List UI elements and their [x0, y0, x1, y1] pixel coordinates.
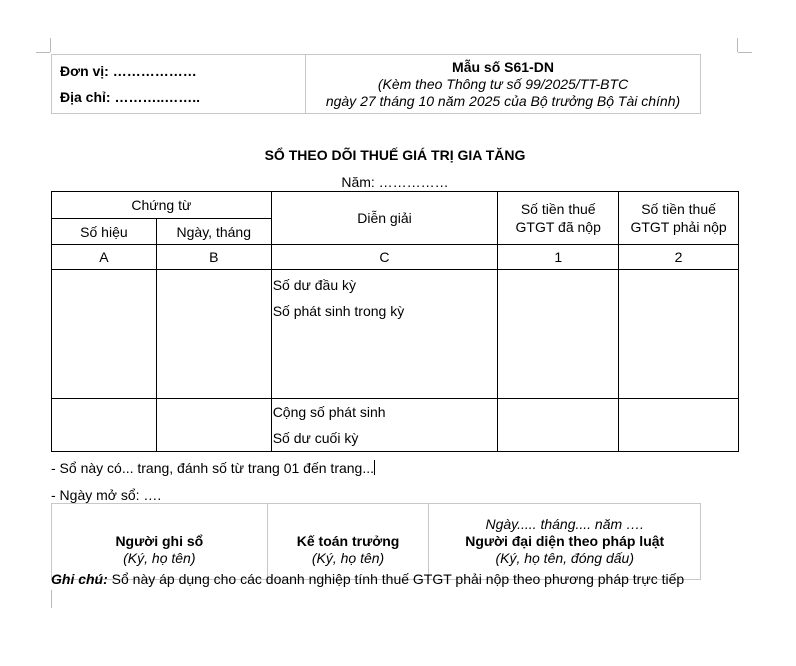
closing-balance-label: Số dư cuối kỳ	[272, 430, 359, 446]
voucher-number-header: Số hiệu	[52, 219, 157, 245]
vat-payable-header	[619, 192, 739, 245]
vat-payable-header-line-2: GTGT phải nộp	[630, 219, 727, 235]
vat-ledger-table	[51, 191, 739, 452]
column-code-1: 1	[498, 245, 619, 270]
signature-table	[51, 503, 701, 580]
column-code-a: A	[52, 245, 157, 270]
body-cell-voucher-date-lower	[156, 399, 271, 452]
vat-paid-header-line-1: Số tiền thuế	[520, 201, 596, 217]
form-note-line-2: ngày 27 tháng 10 năm 2025 của Bộ trưởng Bộ Tài chính)	[325, 92, 681, 109]
opening-balance-label: Số dư đầu kỳ	[272, 277, 356, 293]
body-cell-vat-paid-lower	[498, 399, 619, 452]
form-note-line-1: (Kèm theo Thông tư số 99/2025/TT-BTC	[377, 75, 629, 92]
pages-note-text: - Sổ này có... trang, đánh số từ trang 01 đến trang...	[51, 460, 375, 476]
pages-note	[51, 460, 375, 476]
legal-rep-title: Người đại diện theo pháp luật	[465, 533, 665, 549]
vat-payable-header-line-1: Số tiền thuế	[641, 201, 716, 217]
body-cell-voucher-number-lower	[52, 399, 157, 452]
voucher-header: Chứng từ	[52, 192, 272, 219]
body-cell-vat-payable-lower	[619, 399, 739, 452]
header-table	[51, 54, 701, 114]
recorder-signature-cell	[52, 504, 268, 580]
legal-rep-sign-note: (Ký, họ tên, đóng dấu)	[495, 550, 634, 566]
footnote	[51, 571, 684, 587]
body-cell-voucher-date	[156, 270, 271, 399]
body-cell-vat-payable-upper	[619, 270, 739, 399]
unit-label: Đơn vị: ………………	[60, 63, 197, 79]
form-info-cell	[306, 55, 701, 114]
ledger-title: SỔ THEO DÕI THUẾ GIÁ TRỊ GIA TĂNG	[264, 147, 526, 163]
body-cell-voucher-number	[52, 270, 157, 399]
paragraph-mark	[51, 590, 52, 608]
page-corner-mark-top-right-h	[738, 52, 752, 53]
signature-date-line: Ngày..... tháng.... năm ….	[485, 516, 644, 532]
total-arising-label: Cộng số phát sinh	[272, 404, 386, 420]
body-cell-description-upper	[271, 270, 498, 399]
recorder-title: Người ghi sổ	[115, 533, 204, 549]
body-cell-description-lower	[271, 399, 498, 452]
address-label: Địa chỉ: ………..……..	[60, 89, 201, 105]
open-date-note: - Ngày mở sổ: ….	[51, 487, 162, 503]
unit-address-cell	[52, 55, 306, 114]
arising-in-period-label: Số phát sinh trong kỳ	[272, 303, 405, 319]
page-corner-mark-top-left-v	[50, 38, 51, 52]
form-number: Mẫu số S61-DN	[452, 58, 554, 75]
footnote-text: Sổ này áp dụng cho các doanh nghiệp tính thuế GTGT phải nộp theo phương pháp trực tiếp	[107, 571, 685, 587]
vat-paid-header-line-2: GTGT đã nộp	[515, 219, 601, 235]
column-code-b: B	[156, 245, 271, 270]
voucher-date-header: Ngày, tháng	[156, 219, 271, 245]
column-code-2: 2	[619, 245, 739, 270]
text-cursor	[374, 460, 375, 475]
recorder-sign-note: (Ký, họ tên)	[123, 550, 196, 566]
description-header: Diễn giải	[271, 192, 498, 245]
body-cell-vat-paid-upper	[498, 270, 619, 399]
page-corner-mark-top-right-v	[737, 38, 738, 52]
year-line: Năm: ……………	[341, 174, 449, 190]
vat-paid-header	[498, 192, 619, 245]
chief-accountant-title: Kế toán trưởng	[296, 533, 400, 549]
page-corner-mark-top-left-h	[36, 52, 50, 53]
chief-accountant-sign-note: (Ký, họ tên)	[311, 550, 385, 566]
footnote-label: Ghi chú:	[51, 571, 108, 587]
column-code-c: C	[271, 245, 498, 270]
legal-rep-signature-cell	[429, 504, 701, 580]
chief-accountant-signature-cell	[267, 504, 429, 580]
